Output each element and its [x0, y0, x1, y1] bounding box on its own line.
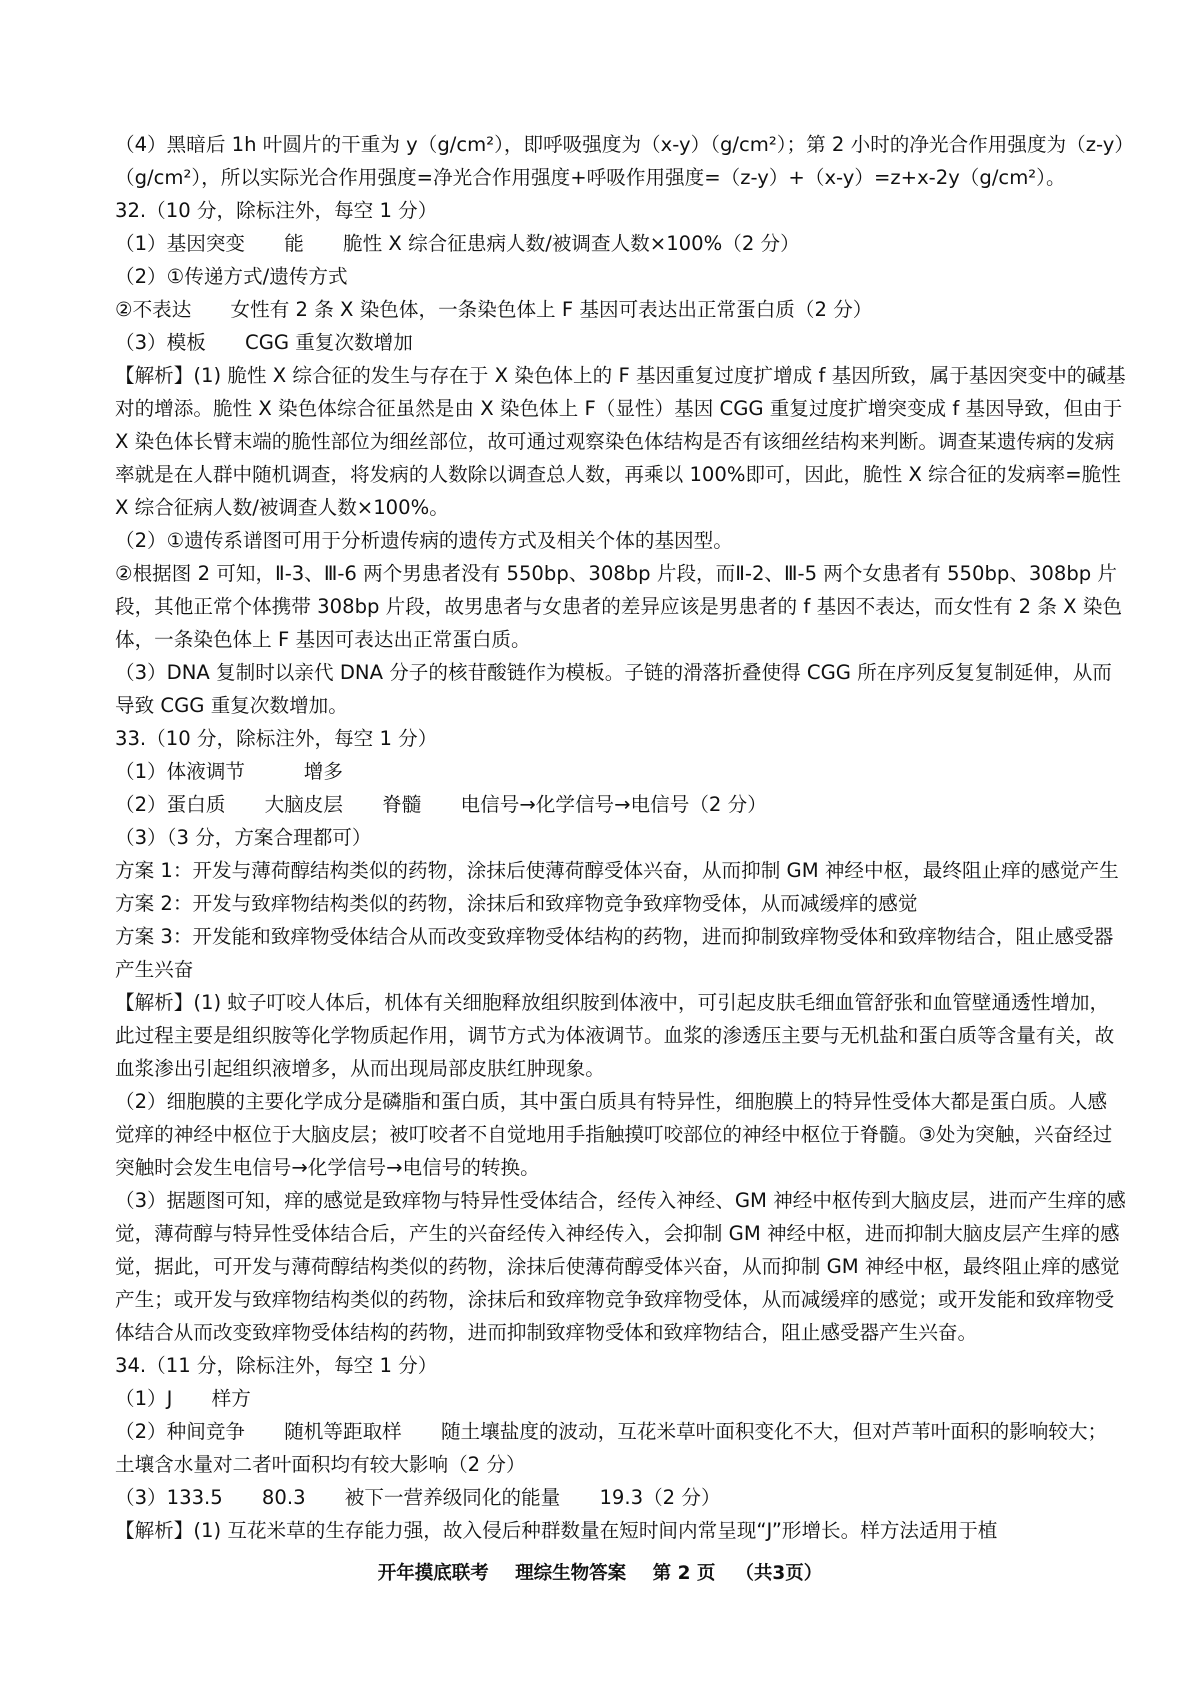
question-heading: 33.（10 分，除标注外，每空 1 分） — [115, 727, 438, 750]
plan-paragraph: 方案 1：开发与薄荷醇结构类似的药物，涂抹后使薄荷醇受体兴奋，从而抑制 GM 神经中枢，最终阻止痒的感觉产生 — [115, 859, 1119, 882]
text-line: （2）①遗传系谱图可用于分析遗传病的遗传方式及相关个体的基因型。 — [115, 529, 733, 552]
analysis-paragraph: 【解析】(1) 蚊子叮咬人体后，机体有关细胞释放组织胺到体液中，可引起皮肤毛细血管舒张和血管壁通透性增加，此过程主要是组织胺等化学物质起作用，调节方式为体液调节。血浆的渗透压主要与无机盐和蛋白质等含量有关，故血浆渗出引起组织液增多，从而出现局部皮肤红肿现象。 — [115, 991, 1115, 1080]
text-line: （2）种间竞争 随机等距取样 随土壤盐度的波动，互花米草叶面积变化不大，但对芦苇叶面积的影响较大；土壤含水量对二者叶面积均有较大影响（2 分） — [115, 1420, 1108, 1476]
footer-exam-name: 开年摸底联考 — [377, 1563, 489, 1584]
text-line: （3）133.5 80.3 被下一营养级同化的能量 19.3（2 分） — [115, 1486, 721, 1509]
analysis-paragraph: ②根据图 2 可知，Ⅱ-3、Ⅲ-6 两个男患者没有 550bp、308bp 片段，而Ⅱ-2、Ⅲ-5 两个女患者有 550bp、308bp 片段，其他正常个体携带 308bp 片段，故男患者与女患者的差异应该是男患者的 f 基因不表达，而女性有 2 条 X 染色体，一条染色体上 F 基因可表达出正常蛋白质。 — [115, 562, 1123, 651]
text-line: （2）蛋白质 大脑皮层 脊髓 电信号→化学信号→电信号（2 分） — [115, 793, 767, 816]
analysis-paragraph: （3）据题图可知，痒的感觉是致痒物与特异性受体结合，经传入神经、GM 神经中枢传到大脑皮层，进而产生痒的感觉，薄荷醇与特异性受体结合后，产生的兴奋经传入神经传入，会抑制 GM 神经中枢，进而抑制大脑皮层产生痒的感觉，据此，可开发与薄荷醇结构类似的药物，涂抹后使薄荷醇受体兴奋，从而抑制 GM 神经中枢，最终阻止痒的感觉产生；或开发与致痒物结构类似的药物，涂抹后和致痒物竞争致痒物受体，从而减缓痒的感觉；或开发能和致痒物受体结合从而改变致痒物受体结构的药物，进而抑制致痒物受体和致痒物结合，阻止感受器产生兴奋。 — [115, 1189, 1126, 1344]
analysis-paragraph: 【解析】(1) 互花米草的生存能力强，故入侵后种群数量在短时间内常呈现“J”形增长。样方法适用于植 — [115, 1519, 998, 1542]
text-line: ②不表达 女性有 2 条 X 染色体，一条染色体上 F 基因可表达出正常蛋白质（2 分） — [115, 298, 873, 321]
footer-subject: 理综生物答案 — [515, 1563, 627, 1584]
plan-paragraph: 方案 2：开发与致痒物结构类似的药物，涂抹后和致痒物竞争致痒物受体，从而减缓痒的感觉 — [115, 892, 918, 915]
text-line: （2）①传递方式/遗传方式 — [115, 265, 348, 288]
question-heading: 34.（11 分，除标注外，每空 1 分） — [115, 1354, 438, 1377]
footer-page-total: （共3页） — [735, 1563, 823, 1584]
analysis-paragraph: 【解析】(1) 脆性 X 综合征的发生与存在于 X 染色体上的 F 基因重复过度扩增成 f 基因所致，属于基因突变中的碱基对的增添。脆性 X 染色体综合征虽然是由 X 染色体上 F（显性）基因 CGG 重复过度扩增突变成 f 基因导致，但由于 X 染色体长臂末端的脆性部位为细丝部位，故可通过观察染色体结构是否有该细丝结构来判断。调查某遗传病的发病率就是在人群中随机调查，将发病的人数除以调查总人数，再乘以 100%即可，因此，脆性 X 综合征的发病率=脆性 X 综合征病人数/被调查人数×100%。 — [115, 364, 1126, 519]
question-heading: 32.（10 分，除标注外，每空 1 分） — [115, 199, 438, 222]
text-line: （1）基因突变 能 脆性 X 综合征患病人数/被调查人数×100%（2 分） — [115, 232, 800, 255]
analysis-paragraph: （3）DNA 复制时以亲代 DNA 分子的核苷酸链作为模板。子链的滑落折叠使得 CGG 所在序列反复复制延伸，从而导致 CGG 重复次数增加。 — [115, 661, 1112, 717]
text-line: （1）J 样方 — [115, 1387, 251, 1410]
plan-paragraph: 方案 3：开发能和致痒物受体结合从而改变致痒物受体结构的药物，进而抑制致痒物受体和致痒物结合，阻止感受器产生兴奋 — [115, 925, 1114, 981]
text-line: （1）体液调节 增多 — [115, 760, 343, 783]
page-footer — [0, 1557, 1200, 1590]
footer-page-number: 第 2 页 — [652, 1563, 716, 1584]
analysis-paragraph: （2）细胞膜的主要化学成分是磷脂和蛋白质，其中蛋白质具有特异性，细胞膜上的特异性受体大都是蛋白质。人感觉痒的神经中枢位于大脑皮层；被叮咬者不自觉地用手指触摸叮咬部位的神经中枢位于脊髓。③处为突触，兴奋经过突触时会发生电信号→化学信号→电信号的转换。 — [115, 1090, 1113, 1179]
text-line: （4）黑暗后 1h 叶圆片的干重为 y（g/cm²），即呼吸强度为（x-y）（g/cm²）；第 2 小时的净光合作用强度为（z-y）（g/cm²），所以实际光合作用强度=净光合作用强度+呼吸作用强度=（z-y）+（x-y）=z+x-2y（g/cm²）。 — [115, 133, 1125, 189]
text-line: （3）模板 CGG 重复次数增加 — [115, 331, 413, 354]
text-line: （3）（3 分，方案合理都可） — [115, 826, 372, 849]
